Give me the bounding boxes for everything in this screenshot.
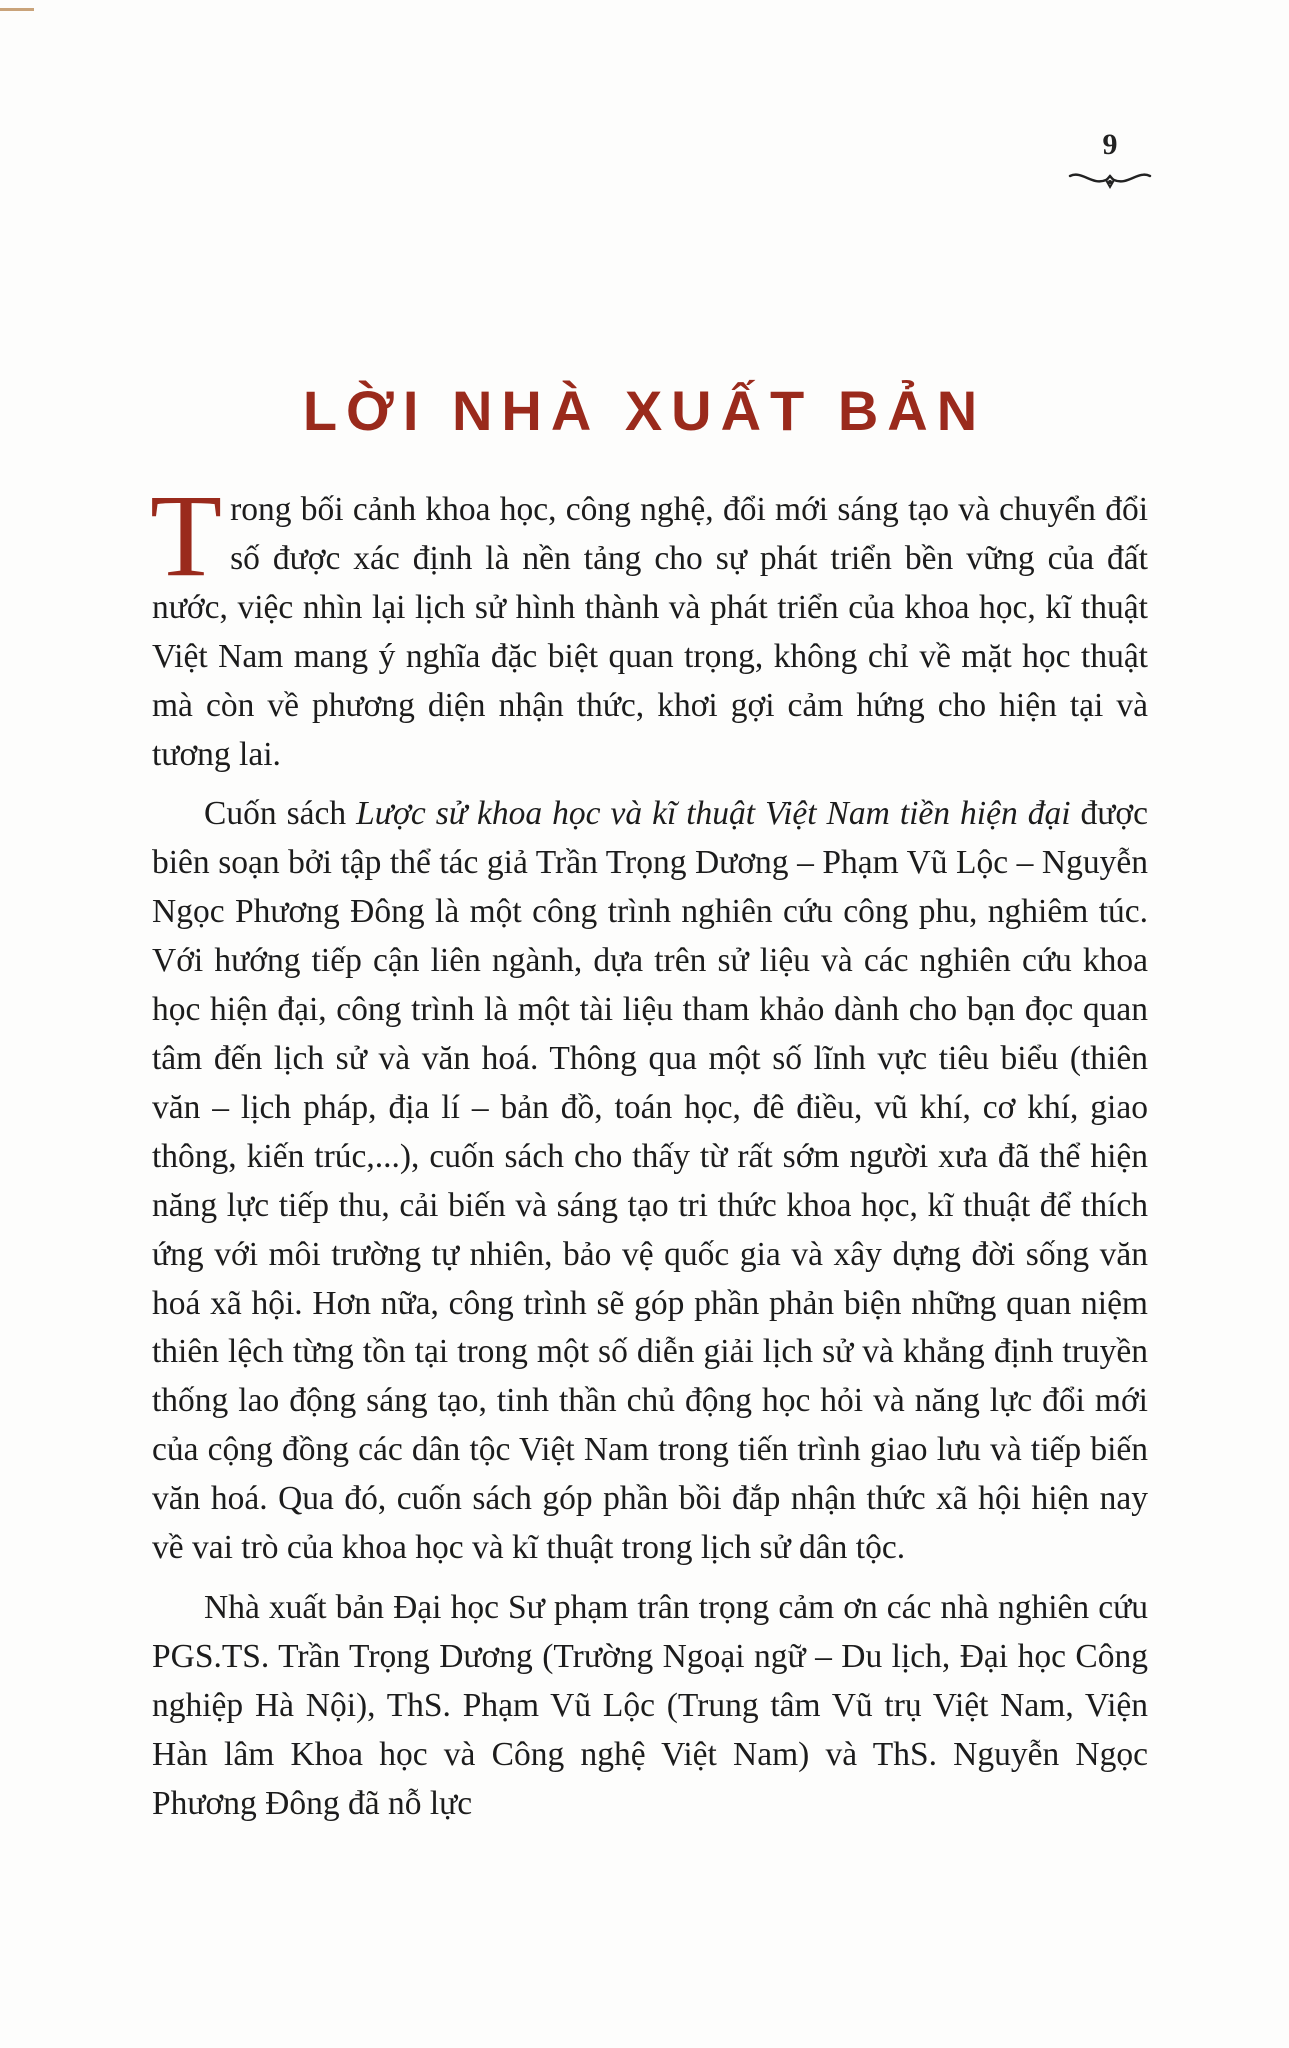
flourish-ornament-icon <box>1068 168 1152 190</box>
paragraph-3 <box>152 1584 1148 1829</box>
drop-cap: T <box>150 470 223 601</box>
body-text <box>150 470 1148 1828</box>
page-number: 9 <box>1102 128 1118 161</box>
paragraph-3-text: Nhà xuất bản Đại học Sư phạm trân trọng cảm ơn các nhà nghiên cứu PGS.TS. Trần Trọng Dương (Trường Ngoại ngữ – Du lịch, Đại học Công nghiệp Hà Nội), ThS. Phạm Vũ Lộc (Trung tâm Vũ trụ Việt Nam, Viện Hàn lâm Khoa học và Công nghệ Việt Nam) và ThS. Nguyễn Ngọc Phương Đông đã nỗ lực <box>152 1588 1148 1822</box>
paragraph-2 <box>152 790 1148 1573</box>
paragraph-1-text: rong bối cảnh khoa học, công nghệ, đổi mới sáng tạo và chuyển đổi số được xác định là nền tảng cho sự phát triển bền vững của đất nước, việc nhìn lại lịch sử hình thành và phát triển của khoa học, kĩ thuật Việt Nam mang ý nghĩa đặc biệt quan trọng, không chỉ về mặt học thuật mà còn về phương diện nhận thức, khơi gợi cảm hứng cho hiện tại và tương lai. <box>152 491 1148 773</box>
paragraph-2-text: được biên soạn bởi tập thể tác giả Trần Trọng Dương – Phạm Vũ Lộc – Nguyễn Ngọc Phương Đông là một công trình nghiên cứu công phu, nghiêm túc. Với hướng tiếp cận liên ngành, dựa trên sử liệu và các nghiên cứu khoa học hiện đại, công trình là một tài liệu tham khảo dành cho bạn đọc quan tâm đến lịch sử và văn hoá. Thông qua một số lĩnh vực tiêu biểu (thiên văn – lịch pháp, địa lí – bản đồ, toán học, đê điều, vũ khí, cơ khí, giao thông, kiến trúc,...), cuốn sách cho thấy từ rất sớm người xưa đã thể hiện năng lực tiếp thu, cải biến và sáng tạo tri thức khoa học, kĩ thuật để thích ứng với môi trường tự nhiên, bảo vệ quốc gia và xây dựng đời sống văn hoá xã hội. Hơn nữa, công trình sẽ góp phần phản biện những quan niệm thiên lệch từng tồn tại trong một số diễn giải lịch sử và khẳng định truyền thống lao động sáng tạo, tinh thần chủ động học hỏi và năng lực đổi mới của cộng đồng các dân tộc Việt Nam trong tiến trình giao lưu và tiếp biến văn hoá. Qua đó, cuốn sách góp phần bồi đắp nhận thức xã hội hiện nay về vai trò của khoa học và kĩ thuật trong lịch sử dân tộc. <box>152 795 1148 1567</box>
corner-mark <box>0 8 34 11</box>
page-title: LỜI NHÀ XUẤT BẢN <box>302 379 987 442</box>
paragraph-2-lead: Cuốn sách <box>204 795 357 833</box>
paragraph-1 <box>150 470 1148 779</box>
book-title-italic: Lược sử khoa học và kĩ thuật Việt Nam tiền hiện đại <box>356 795 1071 833</box>
